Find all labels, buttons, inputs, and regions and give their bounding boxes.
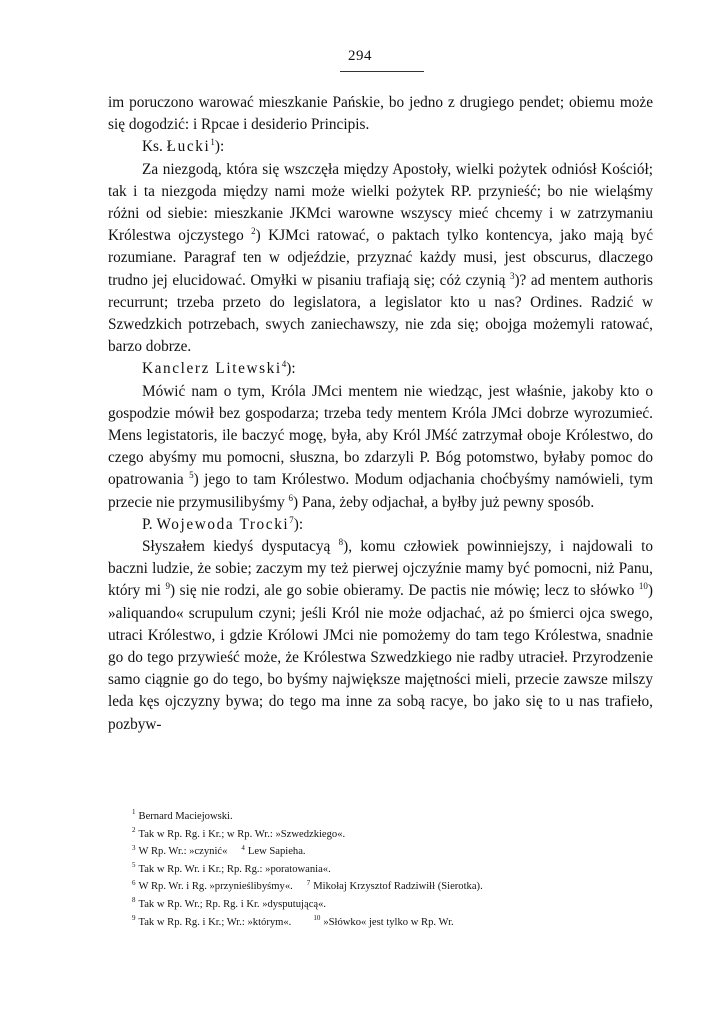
speaker-title: P. <box>142 515 157 533</box>
paragraph-text: Za niezgodą, która się wszczęła między Apostoły, wielki pożytek odniósł Kościół; tak i ta niezgoda między nami może wielki pożytek RP. przynieść; bo nie wieląśmy różni od siebie: mieszkanie JKMci warowne wszyscy mieć chcemy i w zatrzymaniu Królestwa ojczystego <box>108 160 653 245</box>
footnote-mark: 7 <box>306 878 311 887</box>
footnote-ref: 9 <box>165 581 171 592</box>
page-number-rule <box>340 71 424 72</box>
footnote-text: Tak w Rp. Wr. i Kr.; Rp. Rg.: »poratowania«. <box>138 863 331 875</box>
paragraph <box>108 381 653 514</box>
speaker-suffix: ): <box>293 515 304 533</box>
speaker-title: Ks. <box>142 138 167 156</box>
footnote-text: Tak w Rp. Rg. i Kr.; Wr.: »którym«. <box>138 916 292 928</box>
speaker-heading <box>108 358 653 380</box>
footnote-row <box>132 843 660 861</box>
footnote-mark: 3 <box>132 843 136 852</box>
footnote <box>132 914 291 932</box>
footnote-ref: 8 <box>338 536 344 547</box>
footnote-text: Lew Sapieha. <box>247 846 306 858</box>
speaker-name: Wojewoda Trocki <box>156 515 290 533</box>
footnote-text: Bernard Maciejowski. <box>138 811 233 822</box>
paragraph-text: Słyszałem kiedyś dysputacyą <box>142 538 339 556</box>
footnote-ref: 3 <box>509 270 515 281</box>
footnote-ref: 7 <box>289 514 294 525</box>
footnote-mark: 2 <box>132 826 136 835</box>
spacer <box>291 914 313 932</box>
footnote-ref: 1 <box>210 137 215 148</box>
footnote-ref: 5 <box>189 470 194 481</box>
speaker-suffix: ): <box>214 138 225 156</box>
footnote-mark: 6 <box>132 878 136 887</box>
footnote-text: W Rp. Wr. i Rg. »przynieślibyśmy«. <box>138 881 293 893</box>
footnote-text: W Rp. Wr.: »czynić« <box>138 846 228 858</box>
footnote-text: Tak w Rp. Wr.; Rp. Rg. i Kr. »dysputującą«. <box>138 898 327 910</box>
footnote-ref: 10 <box>638 581 648 592</box>
body-text <box>108 92 653 736</box>
footnote-text: »Słówko« jest tylko w Rp. Wr. <box>323 916 454 928</box>
paragraph-text: ) KJMci ratować, o paktach tylko kontencya, jako mają być rozumiane. Paragraf ten w odjeździe, przyznać każdy musi, jest obscurus, dlaczego trudno jej elucidować. Omyłki w pisaniu trafiają się; cóż czynią <box>108 227 653 289</box>
spacer <box>227 843 241 861</box>
paragraph <box>108 92 653 136</box>
spacer <box>293 878 307 896</box>
footnote-row <box>132 861 660 879</box>
paragraph-text: im poruczono warować mieszkanie Pańskie, bo jedno z drugiego pendet; obiemu może się dogodzić: i Rpcae i desiderio Principis. <box>108 94 653 134</box>
footnote-row <box>132 808 660 826</box>
footnote <box>132 896 326 914</box>
footnote-mark: 10 <box>313 914 321 923</box>
footnote <box>313 914 453 932</box>
footnote <box>132 878 293 896</box>
footnote-mark: 9 <box>132 914 136 923</box>
footnote-text: Mikołaj Krzysztof Radziwiłł (Sierotka). <box>313 881 483 893</box>
footnote-row <box>132 896 660 914</box>
paragraph-text: ) Pana, żeby odjachał, a byłby już pewny sposób. <box>293 493 595 511</box>
footnote-ref: 2 <box>251 226 256 237</box>
speaker-name: Kanclerz Litewski <box>142 360 282 378</box>
paragraph <box>108 536 653 736</box>
paragraph-text: ) jego to tam Królestwo. Modum odjachania choćbyśmy namówieli, tym przecie nie przymusilibyśmy <box>108 471 653 511</box>
paragraph-text: ), komu człowiek powinniejszy, i najdowali to baczni ludzie, że sobie; zaczym my też pierwej ojczyźnie mamy być pomocni, niż Panu, który mi <box>108 538 653 600</box>
paragraph-text: )? ad mentem authoris recurrunt; trzeba przeto do legislatora, a legislator kto u nas? Ordines. Radzić w Szwedzkich potrzebach, swych zaniechawszy, nie zda się; obojga możemyli ratować, barzo dobrze. <box>108 271 653 356</box>
footnote-row <box>132 914 660 932</box>
footnote <box>132 826 345 844</box>
speaker-heading <box>108 136 653 158</box>
footnote <box>132 861 331 879</box>
paragraph-text: Mówić nam o tym, Króla JMci mentem nie wiedząc, jest właśnie, jakoby kto o gospodzie mówił bez gospodarza; trzeba tedy mentem Króla JMci dobrze wyrozumieć. Mens legistatoris, ile baczyć mogę, była, aby Król JMść zatrzymał oboje Królestwo, do czego abyśmy mu pomocni, słuszna, bo zdarzyli P. Bóg potomstwo, byłaby pomoc do opatrowania <box>108 382 653 489</box>
footnote-row <box>132 878 660 896</box>
footnote <box>132 808 233 826</box>
footnote-text: Tak w Rp. Rg. i Kr.; w Rp. Wr.: »Szwedzkiego«. <box>138 828 346 840</box>
footnote-ref: 6 <box>288 492 294 503</box>
speaker-name: Łucki <box>166 138 211 156</box>
speaker-heading <box>108 514 653 536</box>
footnote-ref: 4 <box>281 359 287 370</box>
footnote-row <box>132 826 660 844</box>
paragraph-text: ) się nie rodzi, ale go sobie obieramy. De pactis nie mówię; lecz to słówko <box>170 582 639 600</box>
paragraph-text: ) »aliquando« scrupulum czyni; jeśli Król nie może odjachać, aż po śmierci ojca swego, utraci Królestwo, i gdzie Królowi JMci nie pomożemy do tam tego Królestwa, snadnie go do tego przywieść może, że Królestwa Szwedzkiego nie radby utracieł. Przyrodzenie samo ciągnie go do tego, bo byśmy największe majętności mieli, przecie zawsze milszy leda kęs ojczyzny bywa; do tego ma inne za sobą racye, bo jako się to u nas trafieło, pozbyw- <box>108 582 653 733</box>
paragraph <box>108 159 653 359</box>
footnote-mark: 8 <box>132 896 136 905</box>
footnote <box>132 843 227 861</box>
page-number: 294 <box>348 48 372 64</box>
footnote-mark: 1 <box>132 808 136 817</box>
footnote <box>241 843 305 861</box>
speaker-suffix: ): <box>286 360 296 378</box>
footnote-mark: 5 <box>132 861 136 870</box>
footnotes <box>132 808 660 931</box>
footnote-mark: 4 <box>241 843 245 852</box>
footnote <box>307 878 483 896</box>
